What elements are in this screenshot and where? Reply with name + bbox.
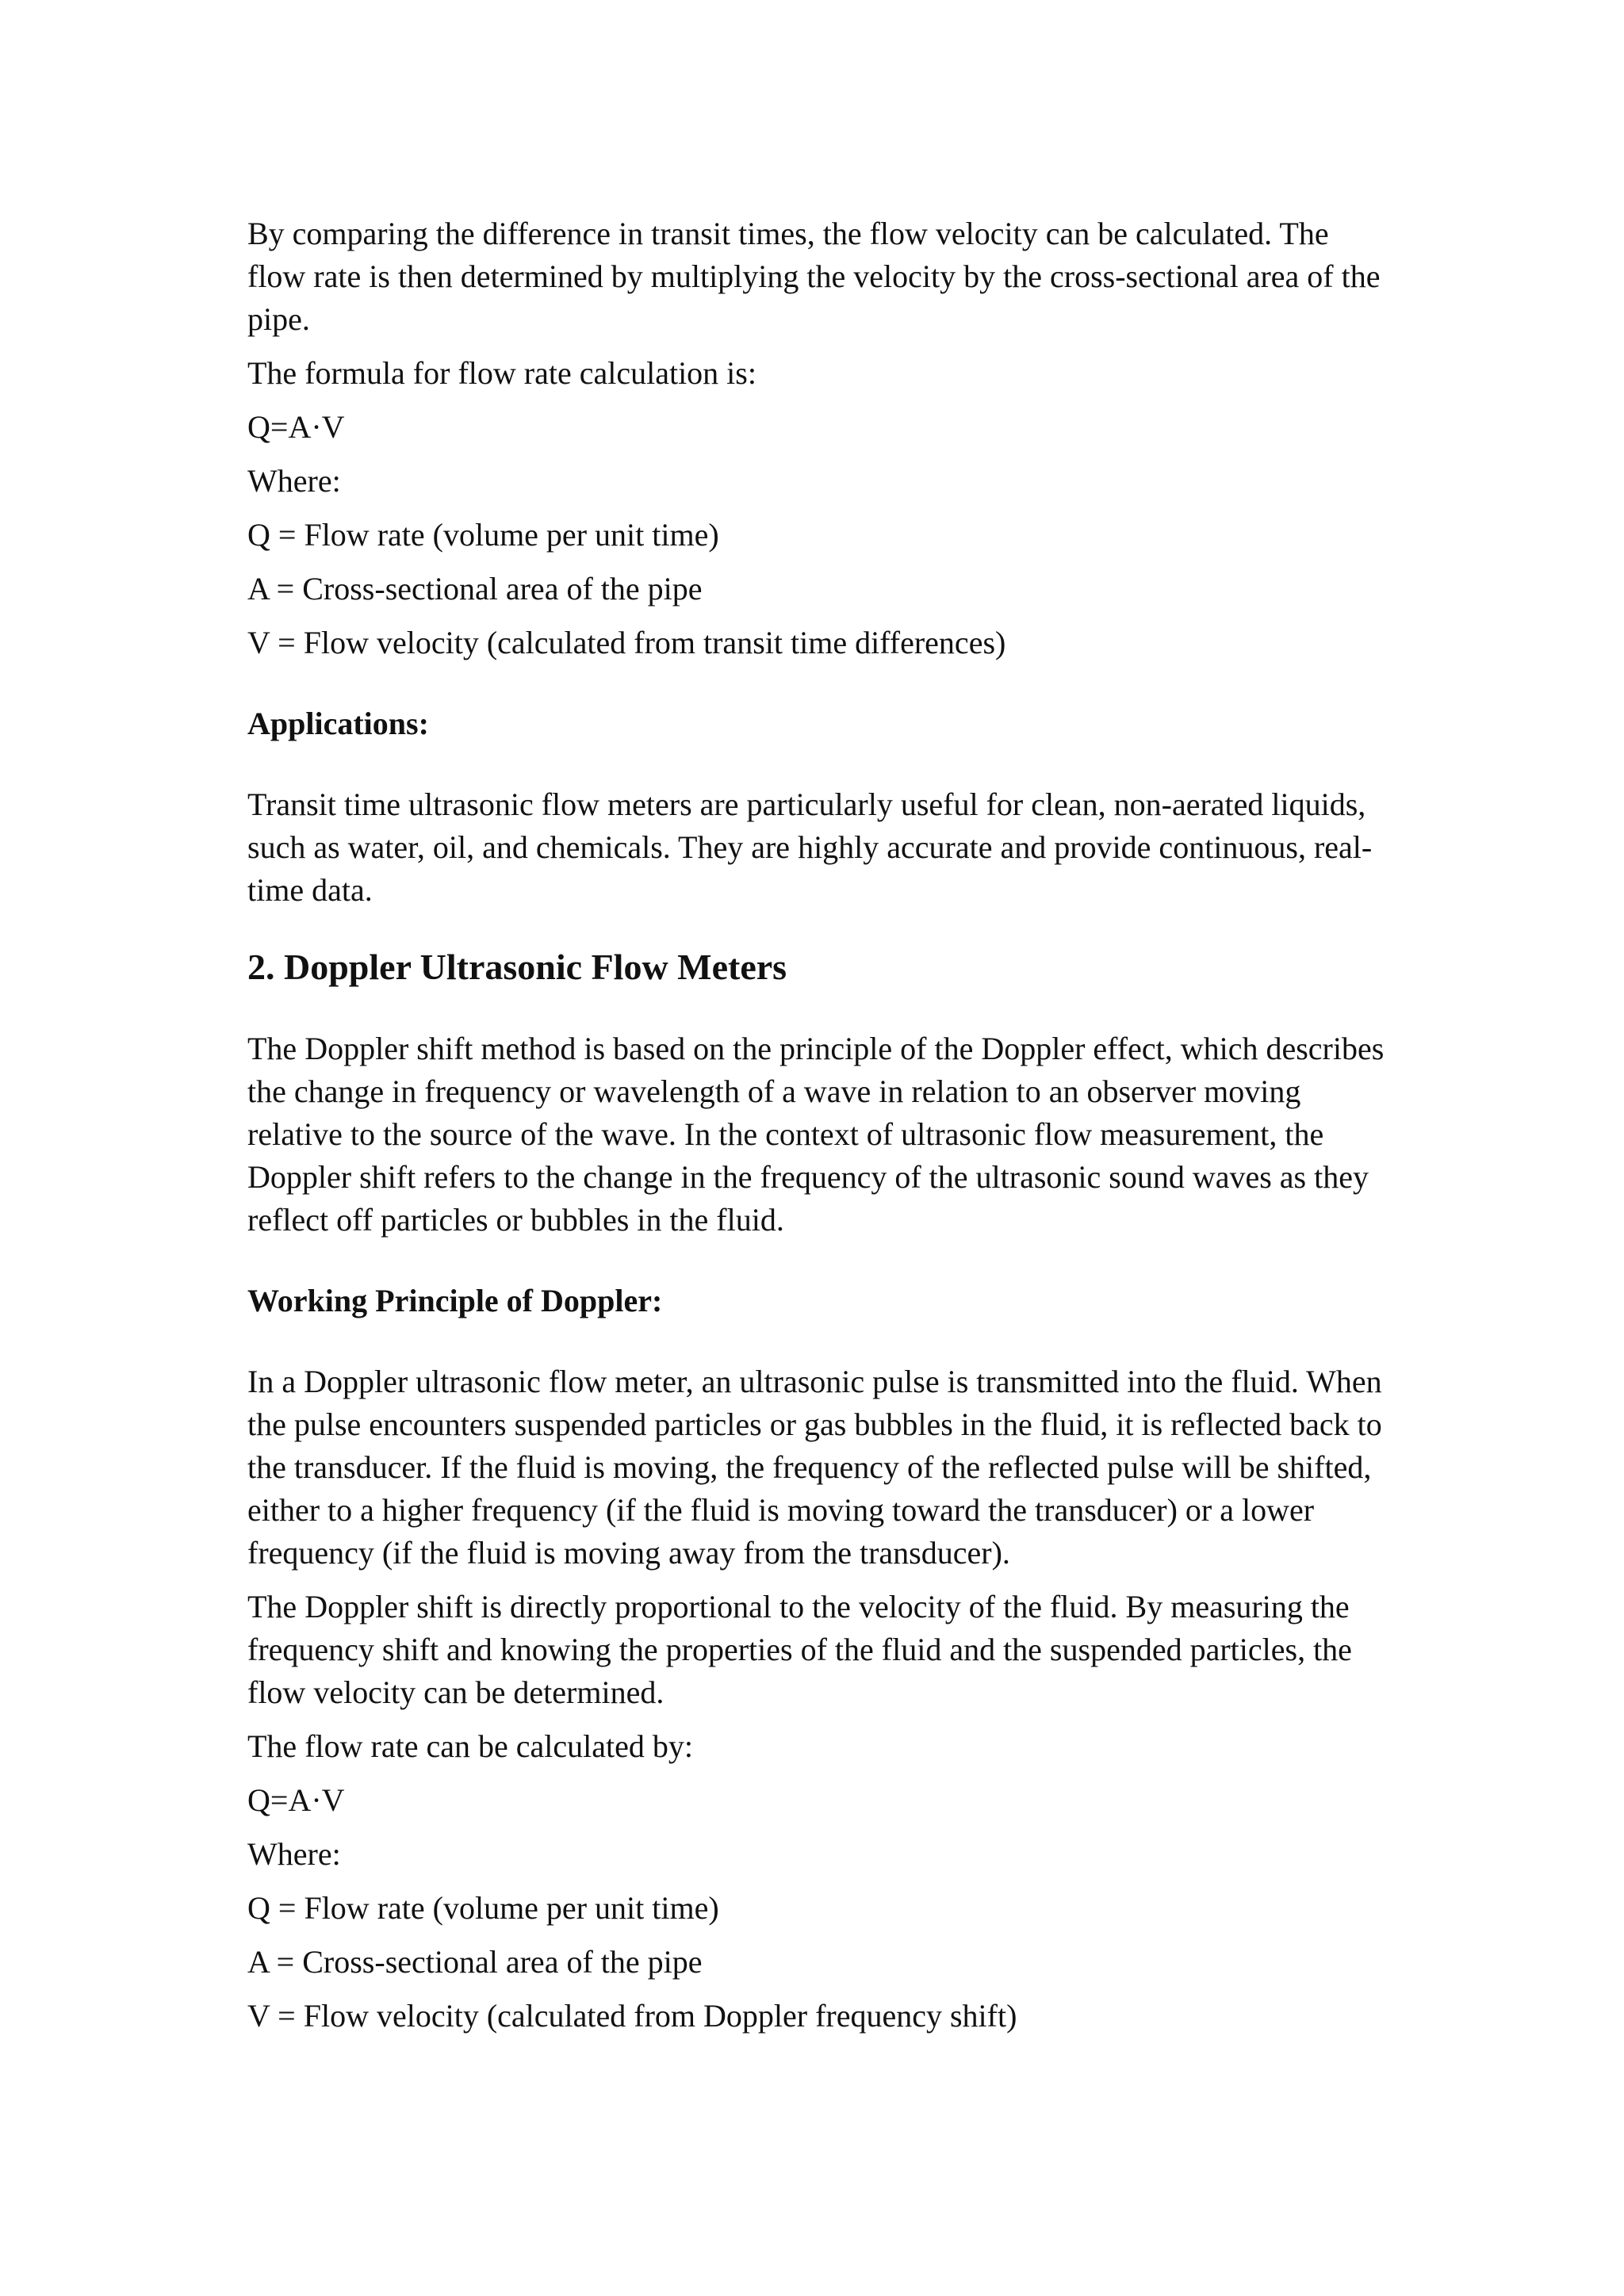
doppler-formula-intro-text: The flow rate can be calculated by: bbox=[247, 1728, 693, 1764]
working-principle-paragraph-2: The Doppler shift is directly proportional to the velocity of the fluid. By measuring the frequency shift and knowing the properties of the fluid and the suspended particles, the flow velocity can be determined. bbox=[247, 1589, 1352, 1710]
doppler-definition-v: V = Flow velocity (calculated from Doppler frequency shift) bbox=[247, 1998, 1017, 2034]
where-label: Where: bbox=[247, 463, 341, 499]
definition-v: V = Flow velocity (calculated from transit time differences) bbox=[247, 625, 1006, 660]
doppler-section-heading: 2. Doppler Ultrasonic Flow Meters bbox=[247, 947, 787, 987]
applications-heading: Applications: bbox=[247, 706, 429, 741]
applications-paragraph: Transit time ultrasonic flow meters are particularly useful for clean, non-aerated liquids, such as water, oil, and chemicals. They are highly accurate and provide continuous, real-time data. bbox=[247, 786, 1373, 908]
working-principle-paragraph-1: In a Doppler ultrasonic flow meter, an ultrasonic pulse is transmitted into the fluid. When the pulse encounters suspended particles or gas bubbles in the fluid, it is reflected back to the transducer. If the fluid is moving, the frequency of the reflected pulse will be shifted, either to a higher frequency (if the fluid is moving toward the transducer) or a lower frequency (if the fluid is moving away from the transducer). bbox=[247, 1364, 1382, 1571]
doppler-definition-a: A = Cross-sectional area of the pipe bbox=[247, 1944, 703, 1980]
definition-a: A = Cross-sectional area of the pipe bbox=[247, 571, 703, 607]
doppler-flow-rate-formula: Q=A·V bbox=[247, 1782, 345, 1818]
formula-intro-text: The formula for flow rate calculation is: bbox=[247, 355, 756, 391]
working-principle-heading: Working Principle of Doppler: bbox=[247, 1283, 663, 1318]
document-page bbox=[247, 212, 1389, 2038]
flow-rate-formula: Q=A·V bbox=[247, 409, 345, 445]
definition-q: Q = Flow rate (volume per unit time) bbox=[247, 517, 719, 553]
doppler-definition-q: Q = Flow rate (volume per unit time) bbox=[247, 1890, 719, 1926]
doppler-where-label: Where: bbox=[247, 1836, 341, 1872]
transit-time-intro-paragraph: By comparing the difference in transit times, the flow velocity can be calculated. The flow rate is then determined by multiplying the velocity by the cross-sectional area of the pipe. bbox=[247, 216, 1381, 337]
doppler-intro-paragraph: The Doppler shift method is based on the principle of the Doppler effect, which describes the change in frequency or wavelength of a wave in relation to an observer moving relative to the source of the wave. In the context of ultrasonic flow measurement, the Doppler shift refers to the change in the frequency of the ultrasonic sound waves as they reflect off particles or bubbles in the fluid. bbox=[247, 1031, 1385, 1238]
